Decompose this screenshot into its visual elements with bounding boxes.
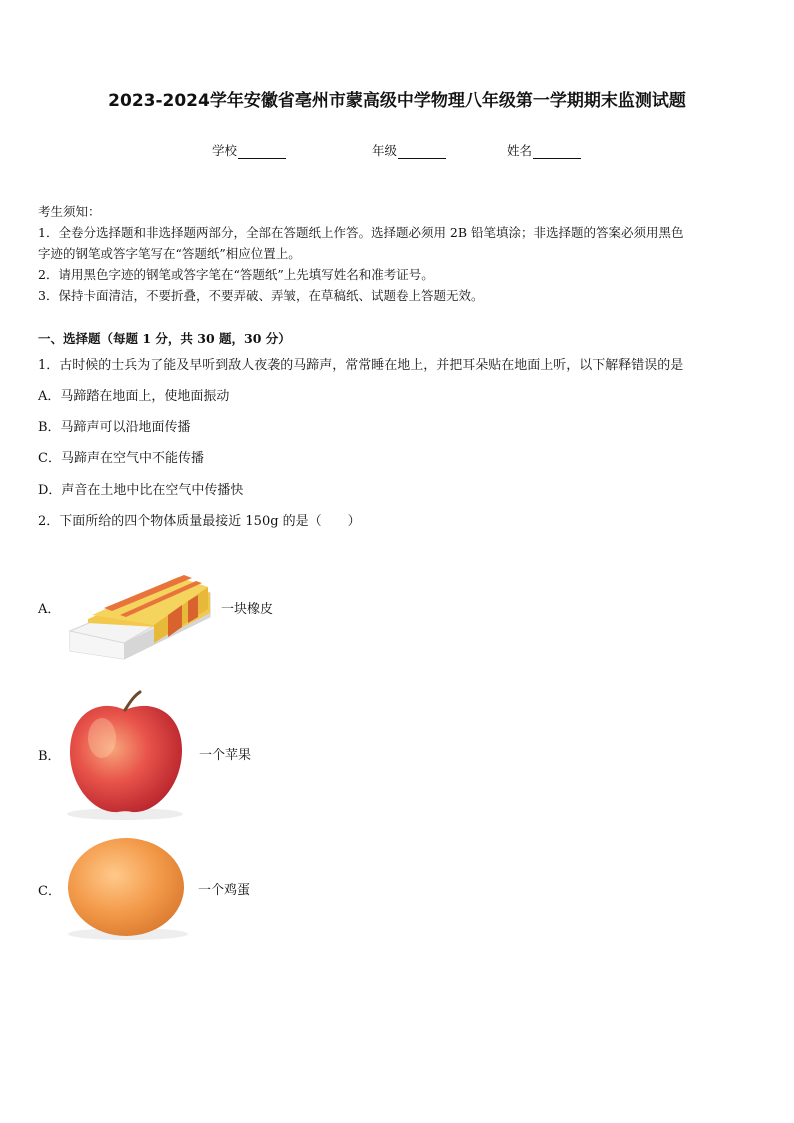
question-2-option-b-letter: B． — [38, 749, 61, 764]
question-1-option-b: B．马蹄声可以沿地面传播 — [38, 420, 191, 435]
grade-field[interactable] — [372, 141, 446, 159]
question-2-option-a-letter: A． — [38, 602, 61, 617]
notice-item-1: 1．全卷分选择题和非选择题两部分，全部在答题纸上作答。选择题必须用 2B 铅笔填涂；非选择题的答案必须用黑色 — [38, 225, 684, 240]
school-label: 学校 — [212, 143, 238, 158]
question-2-stem: 2．下面所给的四个物体质量最接近 150g 的是（ ） — [38, 514, 361, 529]
notice-item-1-cont: 字迹的钢笔或答字笔写在“答题纸”相应位置上。 — [38, 246, 301, 261]
question-2-option-c-label: 一个鸡蛋 — [198, 883, 251, 898]
school-blank[interactable] — [238, 146, 286, 159]
grade-label: 年级 — [372, 143, 398, 158]
eraser-image — [64, 553, 216, 668]
question-2-option-a-label: 一块橡皮 — [221, 602, 274, 617]
notice-heading: 考生须知： — [38, 204, 101, 219]
question-2-option-b-label: 一个苹果 — [199, 748, 252, 763]
egg-image — [62, 836, 192, 942]
question-1-option-a: A．马蹄踏在地面上，使地面振动 — [38, 389, 230, 404]
question-1-option-c: C．马蹄声在空气中不能传播 — [38, 451, 204, 466]
apple-image — [60, 690, 190, 820]
school-field[interactable] — [212, 141, 286, 159]
name-blank[interactable] — [533, 146, 581, 159]
grade-blank[interactable] — [398, 146, 446, 159]
section-title: 一、选择题（每题 1 分，共 30 题，30 分） — [38, 331, 291, 346]
question-1-stem: 1．古时候的士兵为了能及早听到敌人夜袭的马蹄声，常常睡在地上，并把耳朵贴在地面上听，以下解释错误的是 — [38, 358, 684, 373]
question-1-option-d: D．声音在土地中比在空气中传播快 — [38, 483, 244, 498]
notice-item-2: 2．请用黑色字迹的钢笔或答字笔在“答题纸”上先填写姓名和准考证号。 — [38, 267, 434, 282]
name-label: 姓名 — [507, 143, 533, 158]
name-field[interactable] — [507, 141, 581, 159]
question-2-option-c-letter: C． — [38, 884, 61, 899]
page-title: 2023-2024学年安徽省亳州市蒙高级中学物理八年级第一学期期末监测试题 — [108, 91, 686, 111]
notice-item-3: 3．保持卡面清洁，不要折叠，不要弄破、弄皱，在草稿纸、试题卷上答题无效。 — [38, 288, 484, 303]
